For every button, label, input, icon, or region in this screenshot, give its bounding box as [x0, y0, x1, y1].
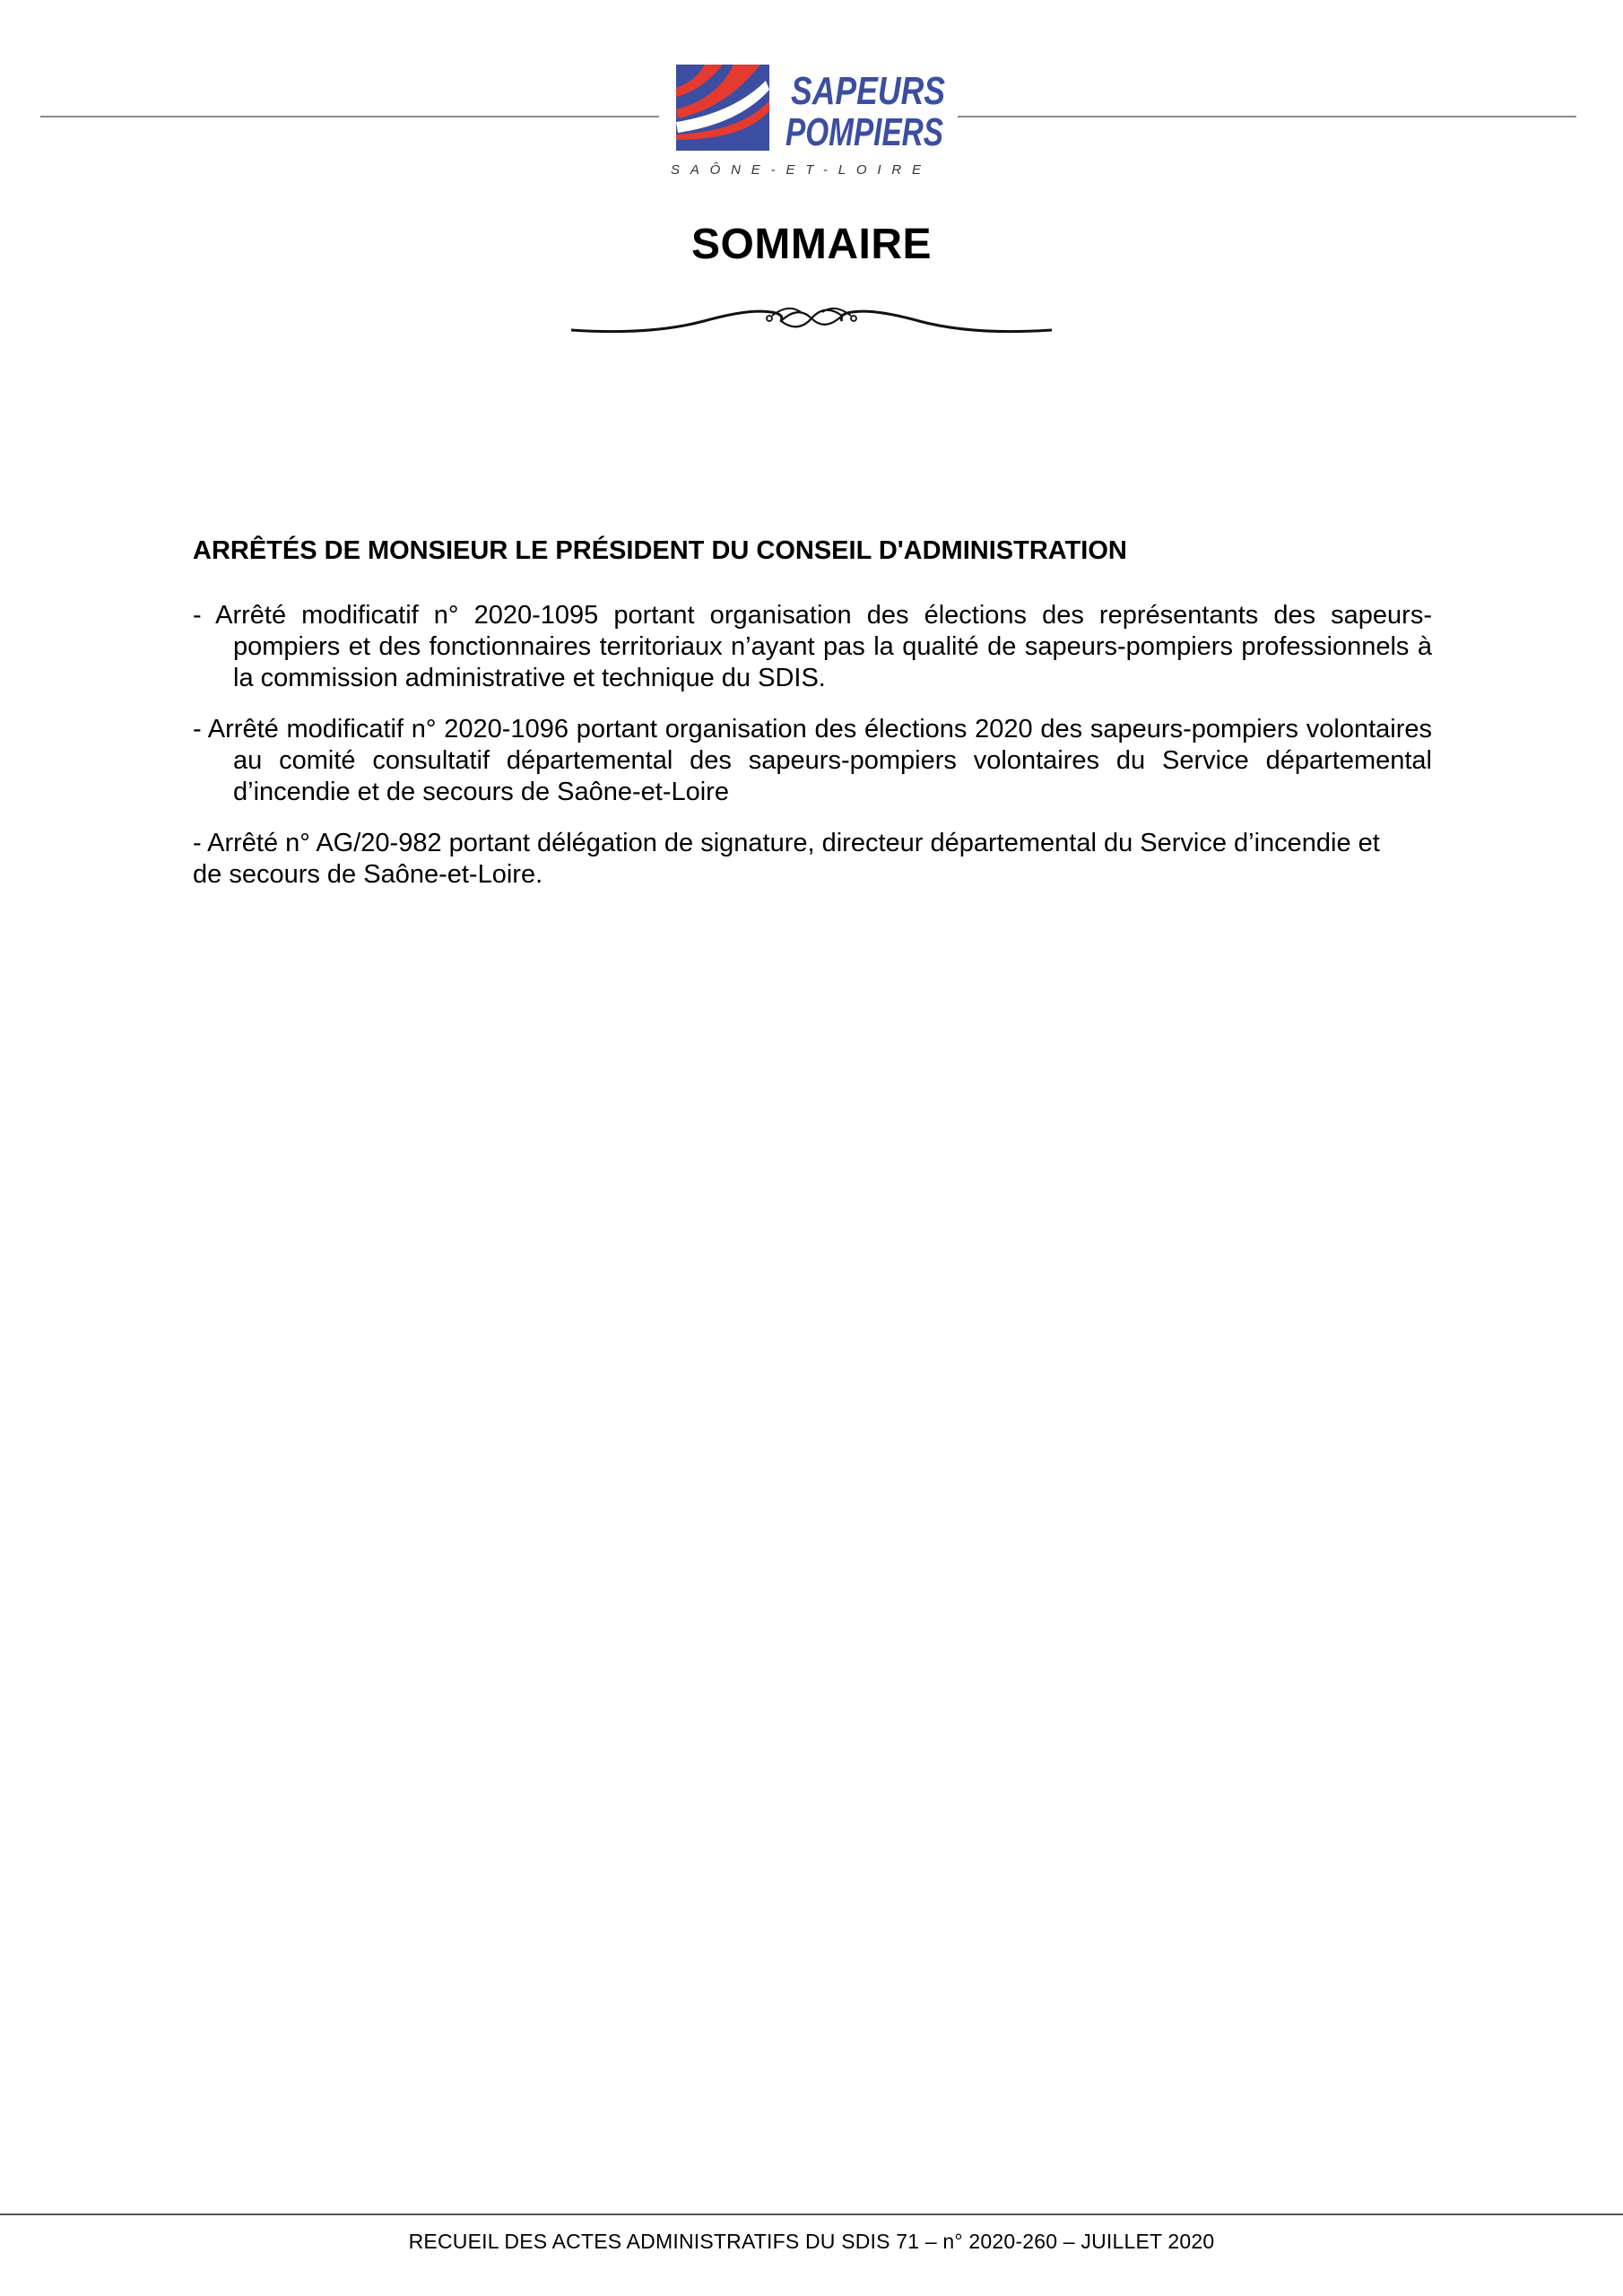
- page-title: SOMMAIRE: [691, 221, 932, 268]
- summary-section: [193, 536, 1432, 910]
- header-rule-right: [958, 116, 1576, 117]
- flame-stripes-icon: [676, 65, 769, 151]
- ornament-divider: [569, 296, 1054, 341]
- footer-text: RECUEIL DES ACTES ADMINISTRATIFS DU SDIS 71 – n° 2020-260 – JUILLET 2020: [408, 2230, 1215, 2253]
- list-item: - Arrêté modificatif n° 2020-1096 portant organisation des élections 2020 des sapeurs-pompiers volontaires au comité consultatif départemental des sapeurs-pompiers volontaires du Service départemental d’incendie et de secours de Saône-et-Loire: [193, 715, 1432, 806]
- list-item: - Arrêté n° AG/20-982 portant délégation de signature, directeur départemental du Service d’incendie et de secours de Saône-et-Loire.: [193, 829, 1380, 889]
- logo-line2: POMPIERS: [785, 110, 943, 154]
- sapeurs-pompiers-logo: [671, 63, 949, 181]
- header-rule-left: [40, 116, 659, 117]
- section-title: ARRÊTÉS DE MONSIEUR LE PRÉSIDENT DU CONSEIL D'ADMINISTRATION: [193, 536, 1127, 565]
- logo-line3: SAÔNE-ET-LOIRE: [671, 162, 933, 178]
- footer-rule: [0, 2213, 1623, 2215]
- list-item: - Arrêté modificatif n° 2020-1095 portant organisation des élections des représentants des sapeurs-pompiers et des fonctionnaires territoriaux n’ayant pas la qualité de sapeurs-pompiers professionnels à la commission administrative et technique du SDIS.: [193, 601, 1432, 692]
- logo-line1: SAPEURS: [791, 69, 945, 113]
